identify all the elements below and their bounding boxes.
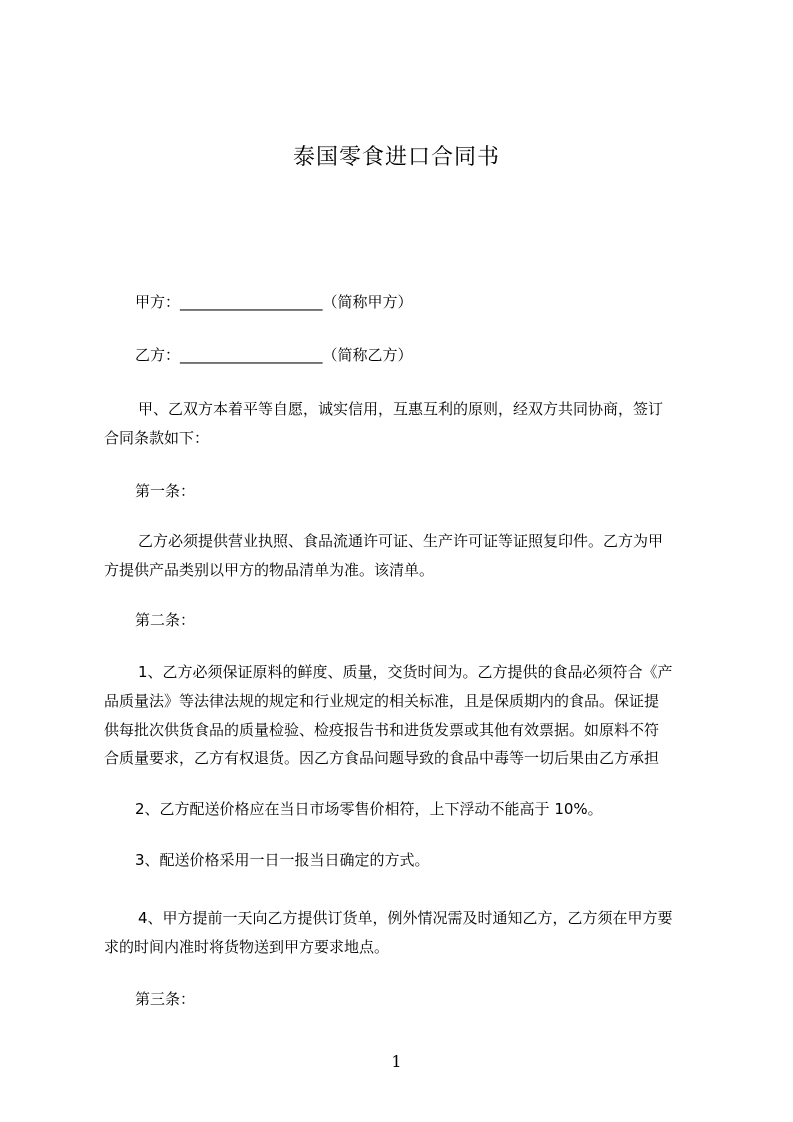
article-1-heading: 第一条： xyxy=(135,482,196,500)
article-2-item-1-line-2: 品质量法》等法律法规的规定和行业规定的相关标准，且是保质期内的食品。保证提 xyxy=(104,692,660,710)
article-2-heading: 第二条： xyxy=(135,611,196,629)
article-1-line-2: 方提供产品类别以甲方的物品清单为准。该清单。 xyxy=(104,561,435,579)
document-title: 泰国零食进口合同书 xyxy=(292,145,500,170)
article-2-item-2: 2、乙方配送价格应在当日市场零售价相符，上下浮动不能高于 10%。 xyxy=(135,800,603,818)
article-1-line-1: 乙方必须提供营业执照、食品流通许可证、生产许可证等证照复印件。乙方为甲 xyxy=(138,532,664,550)
article-3-heading: 第三条： xyxy=(135,990,196,1008)
article-2-item-4-line-2: 求的时间内准时将货物送到甲方要求地点。 xyxy=(104,938,390,956)
article-2-item-4-line-1: 4、甲方提前一天向乙方提供订货单，例外情况需及时通知乙方，乙方须在甲方要 xyxy=(138,909,673,927)
party-b-line: 乙方：___________________（简称乙方） xyxy=(135,346,413,364)
article-2-item-1-line-3: 供每批次供货食品的质量检验、检疫报告书和进货发票或其他有效票据。如原料不符 xyxy=(104,721,660,739)
page-number: 1 xyxy=(391,1052,402,1071)
party-a-line: 甲方：___________________（简称甲方） xyxy=(135,293,413,311)
article-2-item-3: 3、配送价格采用一日一报当日确定的方式。 xyxy=(135,851,430,869)
article-2-item-1-line-4: 合质量要求，乙方有权退货。因乙方食品问题导致的食品中毒等一切后果由乙方承担 xyxy=(104,749,660,767)
intro-line-2: 合同条款如下： xyxy=(104,429,210,447)
intro-line-1: 甲、乙双方本着平等自愿，诚实信用，互惠互利的原则，经双方共同协商，签订 xyxy=(138,400,664,418)
article-2-item-1-line-1: 1、乙方必须保证原料的鲜度、质量，交货时间为。乙方提供的食品必须符合《产 xyxy=(138,663,673,681)
